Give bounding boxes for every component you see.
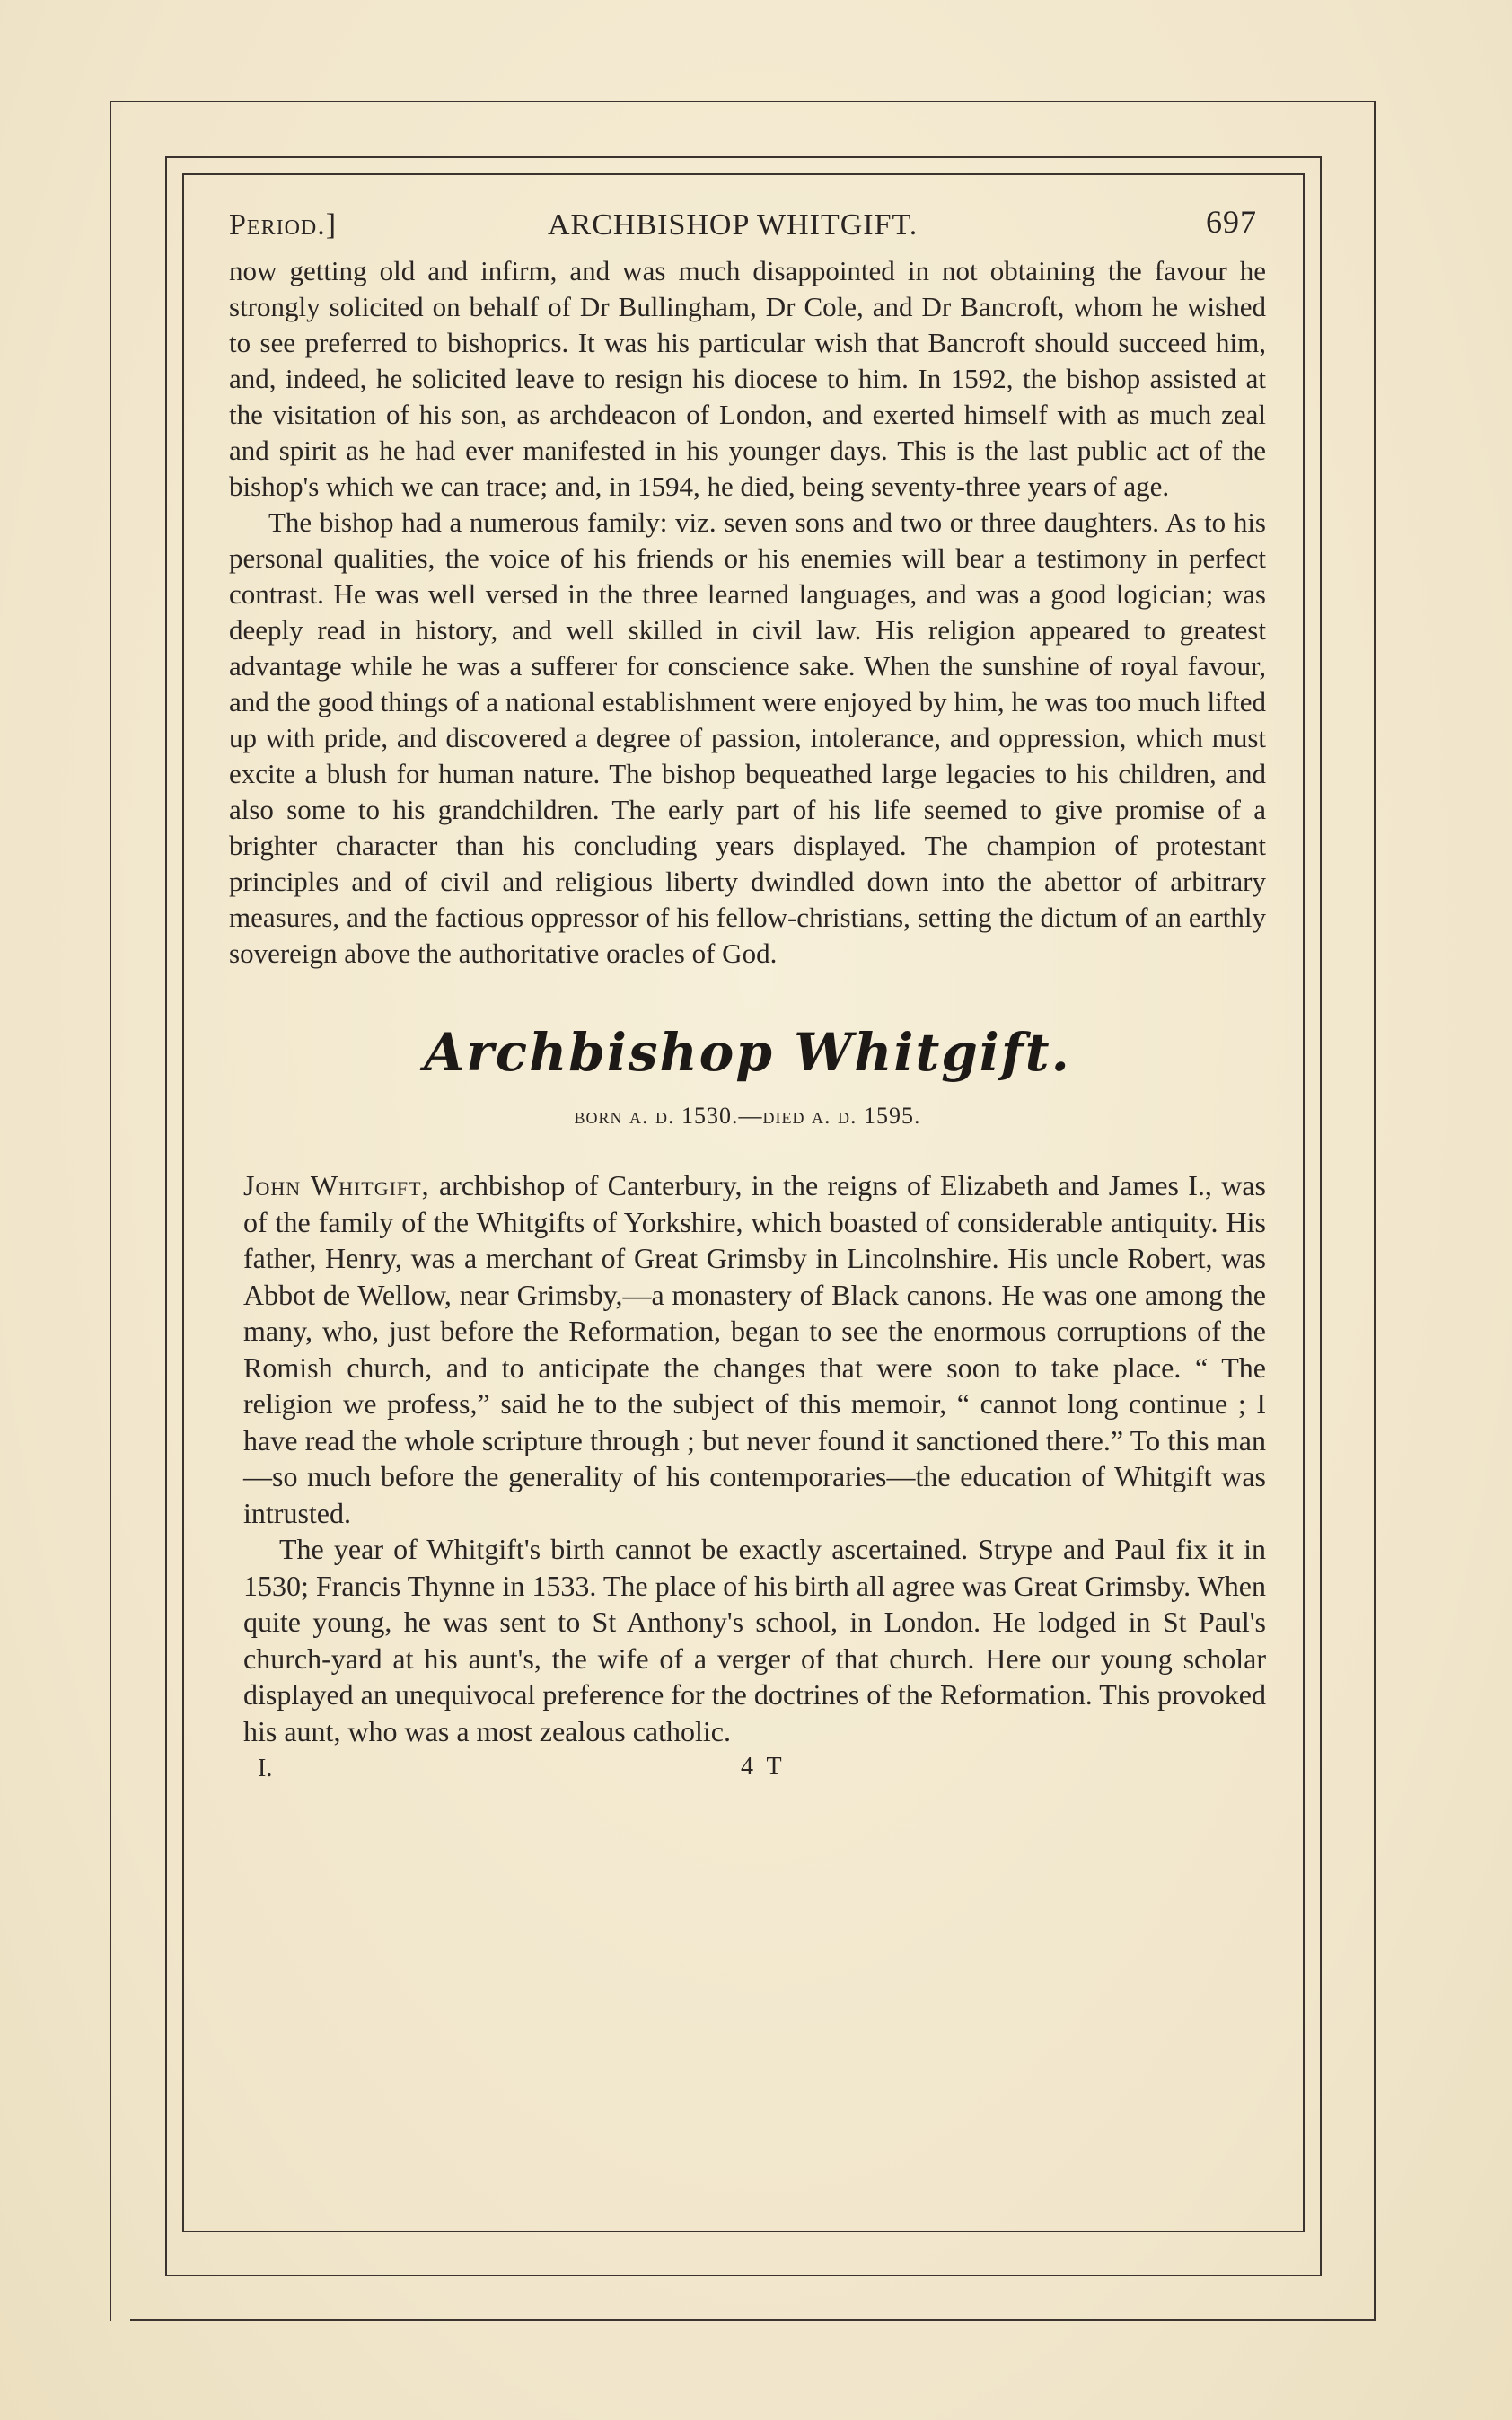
paragraph-family: The bishop had a numerous family: viz. seven sons and two or three daughters. As to his personal qualities, the voice of his friends or his enemies will bear a testimony in perfect contrast. He was well versed in the three learned languages, and was a good logician; was deeply read in history, and well skilled in civil law. His religion appeared to greatest advantage while he was a sufferer for conscience sake. When the sunshine of royal favour, and the good things of a national establishment were enjoyed by him, he was too much lifted up with pride, and discovered a degree of passion, intolerance, and oppression, which must excite a blush for human nature. The bishop bequeathed large legacies to his children, and also some to his grandchildren. The early part of his life seemed to give promise of a brighter character than his concluding years displayed. The champion of protestant principles and of civil and religious liberty dwindled down into the abettor of arbitrary measures, and the factious oppressor of his fellow-christians, setting the dictum of an earthly sovereign above the authoritative oracles of God. — [229, 506, 1266, 969]
paragraph-introduction — [229, 1167, 1266, 1531]
section-title: Archbishop Whitgift. — [424, 1022, 1071, 1083]
signature-mark: 4 T — [741, 1753, 786, 1781]
subject-name: John Whitgift, — [243, 1169, 430, 1201]
page-content — [229, 199, 1266, 1789]
top-rule-outer — [110, 101, 1376, 102]
right-rule-outer — [1374, 101, 1376, 2319]
paragraph-introduction-text: archbishop of Canterbury, in the reigns of Elizabeth and James I., was of the family of the Whitgifts of Yorkshire, which boasted of considerable antiquity. His father, Henry, was a merchant of Great Grimsby in Lincolnshire. His uncle Robert, was Abbot de Wellow, near Grimsby,—a monastery of Black canons. He was one among the many, who, just before the Reformation, began to see the enormous corruptions of the Romish church, and to anticipate the changes that were soon to take place. “ The religion we profess,” said he to the subject of this memoir, “ cannot long continue ; I have read the whole scripture through ; but never found it sanctioned there.” To this man—so much before the generality of his contemporaries—the education of Whitgift was intrusted. — [243, 1169, 1267, 1529]
volume-number: I. — [258, 1755, 273, 1782]
paragraph-birth: The year of Whitgift's birth cannot be exactly ascertained. Strype and Paul fix it in 1530; Francis Thynne in 1533. The place of his birth all agree was Great Grimsby. When quite young, he was sent to St Anthony's school, in London. He lodged in St Paul's church-yard at his aunt's, the wife of a verger of that church. Here our young scholar displayed an unequivocal preference for the doctrines of the Reformation. This provoked his aunt, who was a most zealous catholic. — [243, 1533, 1266, 1747]
page-number: 697 — [1206, 204, 1257, 240]
running-header — [229, 199, 1266, 253]
section-label: Period.] — [229, 208, 338, 242]
running-title: ARCHBISHOP WHITGIFT. — [548, 208, 919, 242]
birth-death-dates: born a. d. 1530.—died a. d. 1595. — [574, 1103, 921, 1129]
bottom-rule-outer — [130, 2319, 1376, 2321]
paragraph-continuation: now getting old and infirm, and was much disappointed in not obtaining the favour he strongly solicited on behalf of Dr Bullingham, Dr Cole, and Dr Bancroft, whom he wished to see preferred to bishoprics. It was his particular wish that Bancroft should succeed him, and, indeed, he solicited leave to resign his diocese to him. In 1592, the bishop assisted at the visitation of his son, as archdeacon of London, and exerted himself with as much zeal and spirit as he had ever manifested in his younger days. This is the last public act of the bishop's which we can trace; and, in 1594, he died, being seventy-three years of age. — [229, 255, 1266, 502]
page-footer — [229, 1753, 1266, 1789]
